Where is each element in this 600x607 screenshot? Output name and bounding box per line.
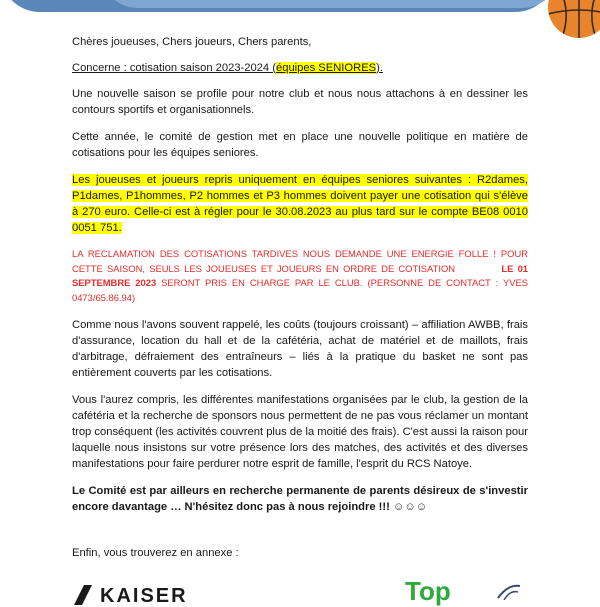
paragraph-new-policy: Cette année, le comité de gestion met en place une nouvelle politique en matière de cotisations pour les équipes seniores. (72, 131, 528, 159)
kaiser-logo (72, 585, 188, 605)
subject-suffix: ). (376, 62, 383, 74)
swoosh-logo-icon (494, 582, 522, 600)
basketball-icon (548, 0, 600, 38)
late-payment-notice (72, 247, 528, 305)
header-light-blue-shape (100, 0, 560, 8)
notice-part2: SERONT PRIS EN CHARGE PAR LE CLUB. (PERSONNE DE CONTACT : YVES 0473/65.86.94) (72, 277, 528, 303)
greeting: Chères joueuses, Chers joueurs, Chers parents, (72, 36, 312, 48)
paragraph-fee-details (72, 172, 528, 236)
top-logo: Top (405, 576, 451, 606)
subject-highlight: équipes SENIORES (276, 62, 377, 74)
header-banner (0, 0, 600, 12)
letter-body (72, 34, 528, 561)
paragraph-activities: Vous l'aurez compris, les différentes manifestations organisées par le club, la gestion de la cafétéria et la recherche de sponsors nous permettent de ne pas vous réclamer un montant trop conséquent (les activités couvrent plus de la moitié des frais). C'est aussi la raison pour laquelle nous insistons sur votre présence lors des matches, des activités et des diverses manifestations pour faire perdurer notre esprit de famille, l'esprit du RCS Natoye. (72, 394, 528, 470)
notice-part1: LA RECLAMATION DES COTISATIONS TARDIVES NOUS DEMANDE UNE ENERGIE FOLLE ! POUR CETTE SAISON, SEULS LES JOUEUSES ET JOUEURS EN ORDRE DE COTISATION (72, 248, 528, 274)
paragraph-committee-call: Le Comité est par ailleurs en recherche permanente de parents désireux de s'investir encore davantage … N'hésitez donc pas à nous rejoindre !!! ☺☺☺ (72, 485, 528, 513)
paragraph-new-season: Une nouvelle saison se profile pour notre club et nous nous attachons à en dessiner les contours sportifs et organisationnels. (72, 88, 528, 116)
kaiser-wordmark: KAISER (100, 585, 188, 607)
subject-prefix: Concerne : cotisation saison 2023-2024 ( (72, 62, 276, 74)
annex-line: Enfin, vous trouverez en annexe : (72, 547, 239, 559)
kaiser-mark-icon (72, 585, 94, 605)
subject-line (72, 60, 528, 76)
fee-details-highlight: Les joueuses et joueurs repris uniquement en équipes seniores suivantes : R2dames, P1dames, P1hommes, P2 hommes et P3 hommes doivent payer une cotisation qui s'élève à 270 euro. Celle-ci est à régler pour le 30.08.2023 au plus tard sur le compte BE08 0010 0051 751. (72, 174, 528, 234)
paragraph-costs: Comme nous l'avons souvent rappelé, les coûts (toujours croissant) – affiliation AWBB, frais d'assurance, location du hall et de la cafétéria, achat de matériel et de maillots, frais d'arbitrage, défraiement des entraîneurs – liés à la pratique du basket ne sont pas entièrement couverts par les cotisations. (72, 319, 528, 379)
notice-deadline-date: LE 01 SEPTEMBRE 2023 (72, 262, 528, 288)
